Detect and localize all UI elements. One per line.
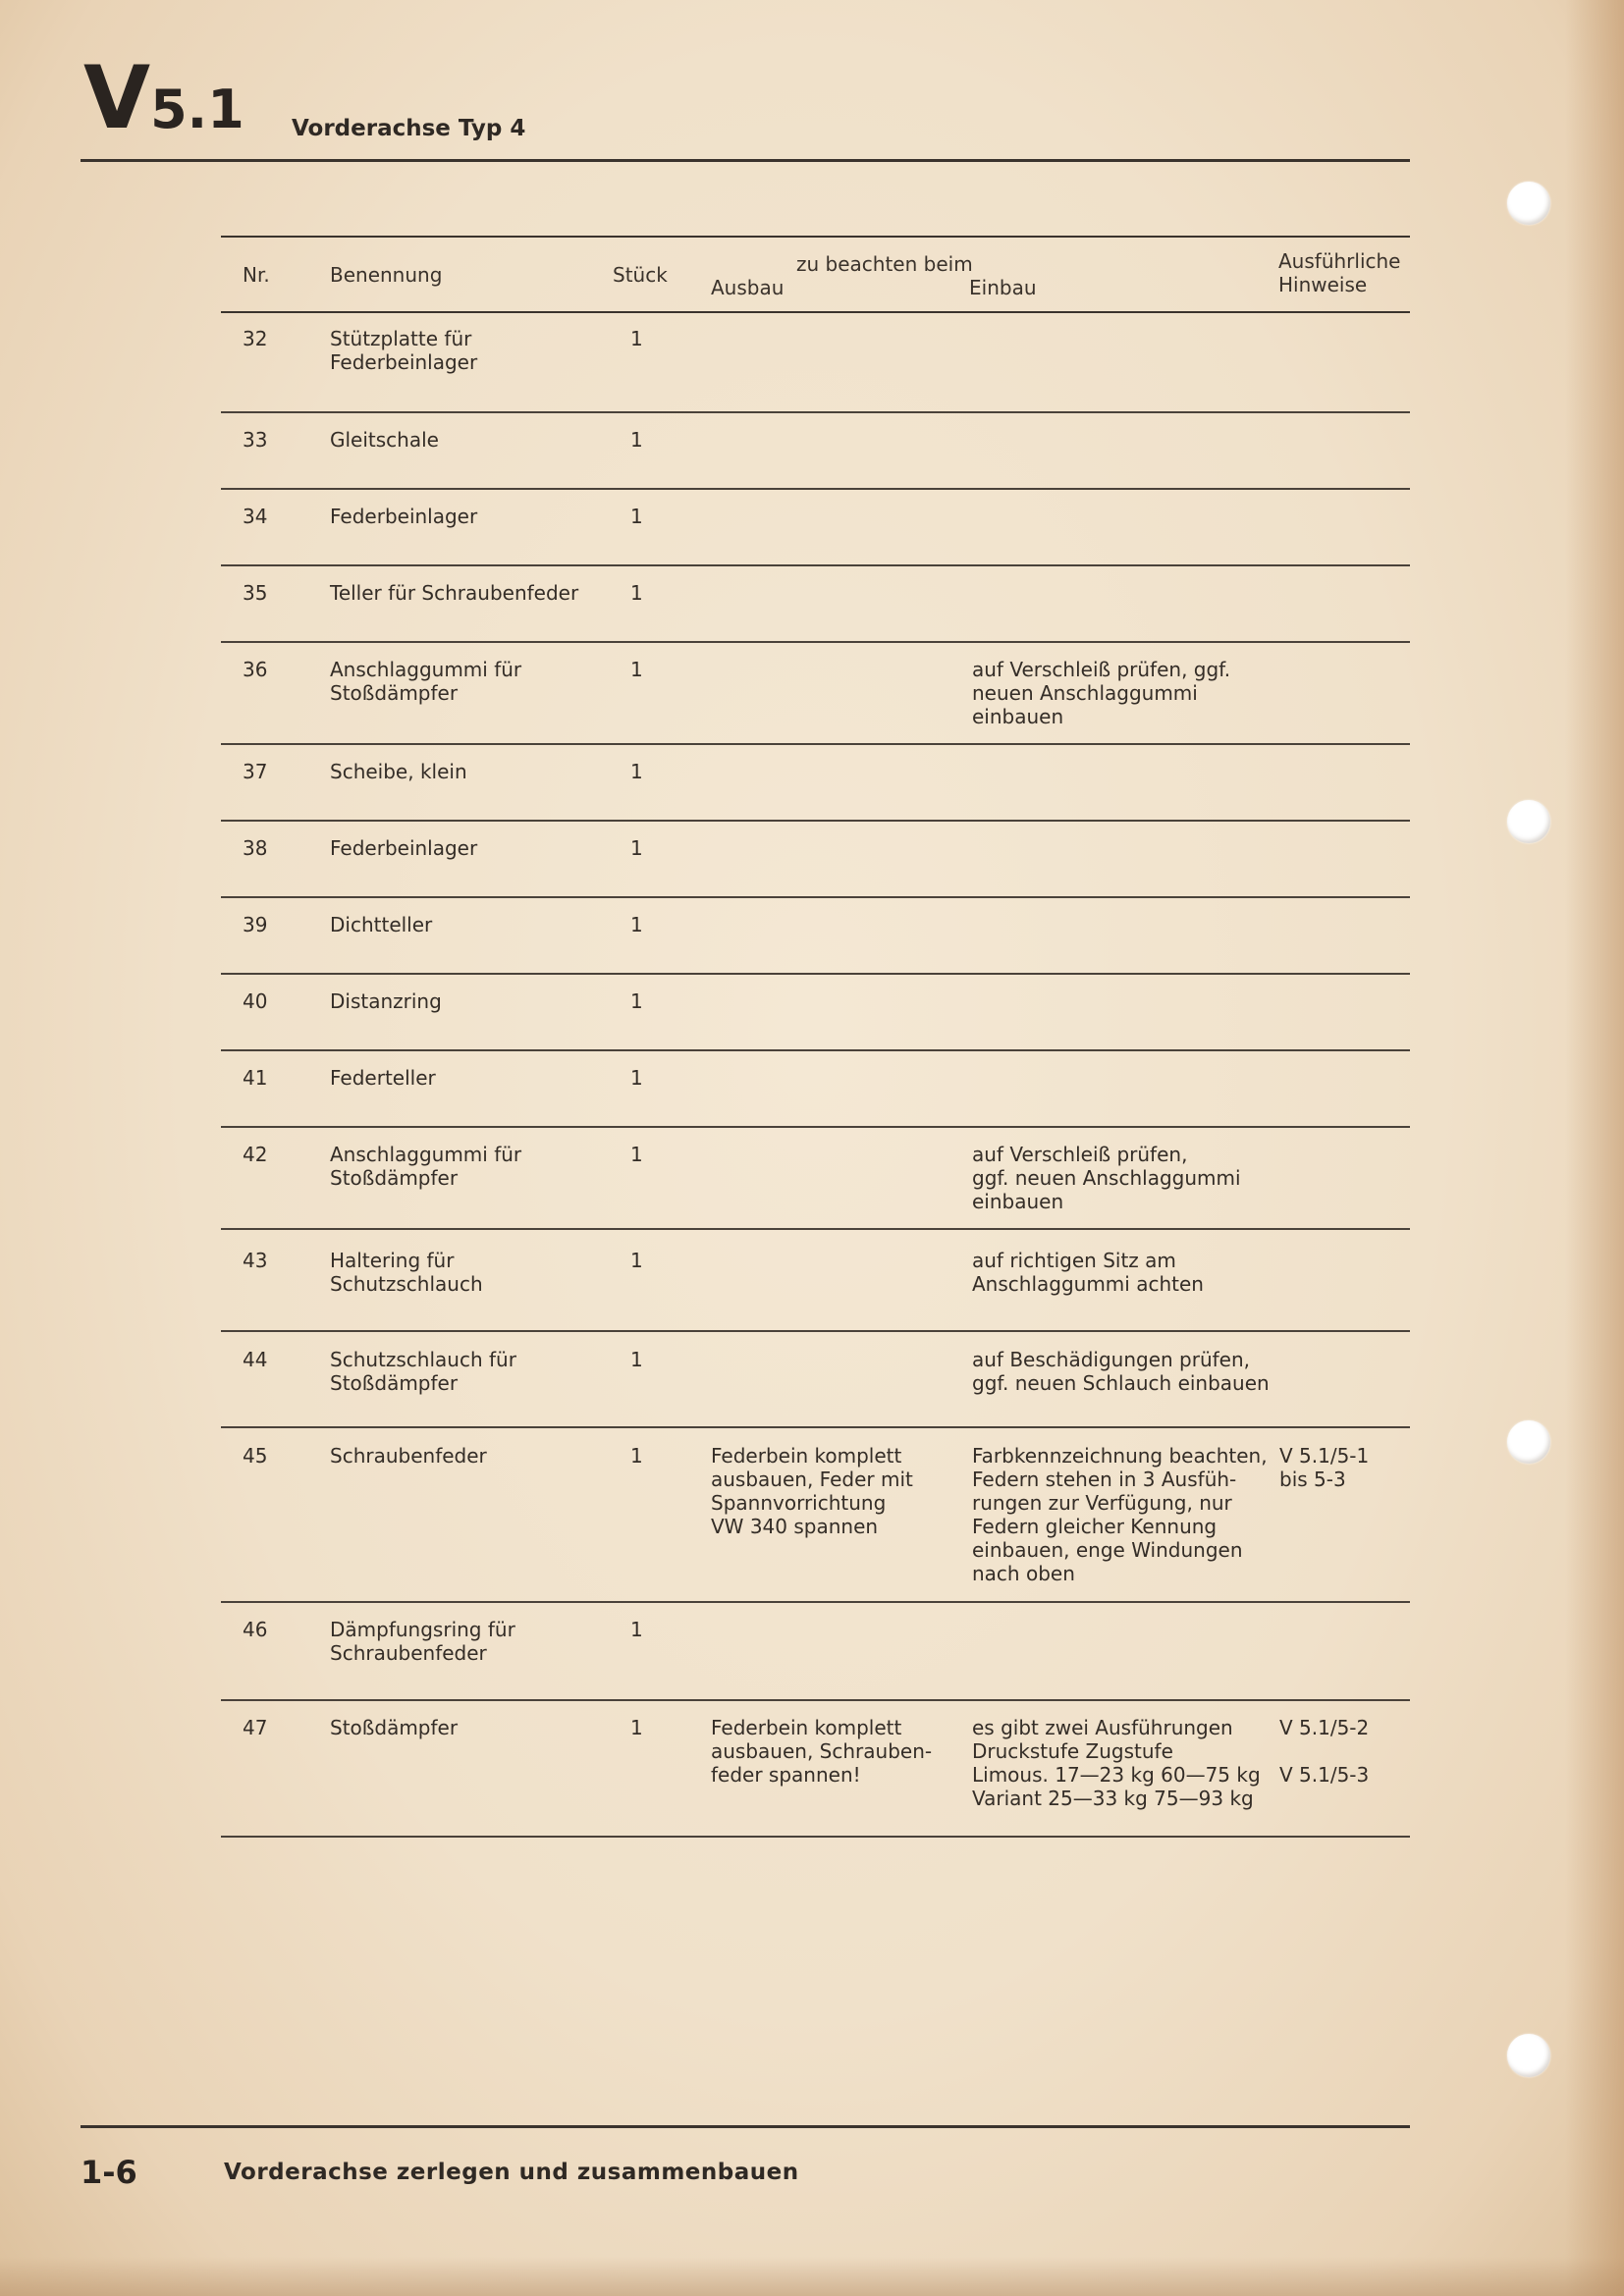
footer-rule <box>81 2125 1410 2128</box>
row-qty: 1 <box>630 505 643 528</box>
row-qty: 1 <box>630 581 643 605</box>
row-name: Haltering für Schutzschlauch <box>330 1249 483 1296</box>
row-einbau: Farbkennzeichnung beachten, Federn stehen in 3 Ausfüh- rungen zur Verfügung, nur Federn gleicher Kennung einbauen, enge Windungen nach oben <box>972 1444 1268 1585</box>
page-edge-shadow-bottom <box>0 2257 1624 2296</box>
row-nr: 43 <box>243 1249 268 1272</box>
row-qty: 1 <box>630 760 643 783</box>
row-einbau: es gibt zwei Ausführungen Druckstufe Zugstufe Limous. 17—23 kg 60—75 kg Variant 25—33 kg 75—93 kg <box>972 1716 1261 1810</box>
row-qty: 1 <box>630 428 643 452</box>
row-divider <box>221 1228 1410 1230</box>
row-nr: 36 <box>243 658 268 681</box>
row-divider <box>221 641 1410 643</box>
section-code <box>83 47 244 148</box>
row-qty: 1 <box>630 1618 643 1641</box>
row-divider <box>221 1126 1410 1128</box>
row-divider <box>221 1049 1410 1051</box>
row-hinweise: V 5.1/5-2 V 5.1/5-3 <box>1279 1716 1370 1787</box>
row-nr: 38 <box>243 836 268 860</box>
row-divider <box>221 411 1410 413</box>
section-code-number: 5.1 <box>150 79 244 140</box>
row-qty: 1 <box>630 1444 643 1468</box>
row-name: Anschlaggummi für Stoßdämpfer <box>330 1143 522 1190</box>
row-divider <box>221 1426 1410 1428</box>
col-header-group: zu beachten beim <box>796 252 973 276</box>
row-divider <box>221 1330 1410 1332</box>
col-header-ausbau: Ausbau <box>711 276 785 299</box>
page-number: 1-6 <box>81 2154 137 2191</box>
row-nr: 40 <box>243 989 268 1013</box>
row-ausbau: Federbein komplett ausbauen, Schrauben- feder spannen! <box>711 1716 933 1787</box>
row-nr: 32 <box>243 327 268 350</box>
table-header-top-rule <box>221 236 1410 238</box>
row-name: Stützplatte für Federbeinlager <box>330 327 478 374</box>
row-nr: 37 <box>243 760 268 783</box>
row-name: Stoßdämpfer <box>330 1716 459 1739</box>
row-einbau: auf Verschleiß prüfen, ggf. neuen Anschlaggummi einbauen <box>972 658 1231 728</box>
row-ausbau: Federbein komplett ausbauen, Feder mit Spannvorrichtung VW 340 spannen <box>711 1444 913 1538</box>
binder-hole-3 <box>1507 1420 1550 1464</box>
row-name: Federteller <box>330 1066 436 1090</box>
row-nr: 35 <box>243 581 268 605</box>
row-name: Schutzschlauch für Stoßdämpfer <box>330 1348 516 1395</box>
row-name: Distanzring <box>330 989 442 1013</box>
row-name: Scheibe, klein <box>330 760 467 783</box>
row-nr: 45 <box>243 1444 268 1468</box>
row-qty: 1 <box>630 658 643 681</box>
row-nr: 44 <box>243 1348 268 1371</box>
col-header-hinweise-line1: Ausführliche <box>1278 249 1401 273</box>
row-einbau: auf Beschädigungen prüfen, ggf. neuen Schlauch einbauen <box>972 1348 1270 1395</box>
row-name: Federbeinlager <box>330 505 478 528</box>
col-header-benennung: Benennung <box>330 263 443 287</box>
row-einbau: auf richtigen Sitz am Anschlaggummi achten <box>972 1249 1204 1296</box>
row-divider <box>221 820 1410 822</box>
row-qty: 1 <box>630 1348 643 1371</box>
row-qty: 1 <box>630 1249 643 1272</box>
row-nr: 39 <box>243 913 268 936</box>
table-header-bottom-rule <box>221 311 1410 313</box>
row-hinweise: V 5.1/5-1 bis 5-3 <box>1279 1444 1370 1491</box>
row-divider <box>221 973 1410 975</box>
row-qty: 1 <box>630 327 643 350</box>
row-qty: 1 <box>630 989 643 1013</box>
row-divider <box>221 488 1410 490</box>
row-qty: 1 <box>630 1143 643 1166</box>
col-header-stueck: Stück <box>613 263 668 287</box>
row-einbau: auf Verschleiß prüfen, ggf. neuen Anschlaggummi einbauen <box>972 1143 1241 1213</box>
row-nr: 41 <box>243 1066 268 1090</box>
row-nr: 47 <box>243 1716 268 1739</box>
col-header-nr: Nr. <box>243 263 270 287</box>
row-name: Anschlaggummi für Stoßdämpfer <box>330 658 522 705</box>
row-qty: 1 <box>630 913 643 936</box>
row-qty: 1 <box>630 1066 643 1090</box>
row-name: Teller für Schraubenfeder <box>330 581 579 605</box>
row-name: Dämpfungsring für Schraubenfeder <box>330 1618 515 1665</box>
page-title: Vorderachse Typ 4 <box>292 116 526 141</box>
row-divider <box>221 743 1410 745</box>
binder-hole-1 <box>1507 182 1550 225</box>
row-nr: 42 <box>243 1143 268 1166</box>
row-name: Gleitschale <box>330 428 439 452</box>
row-qty: 1 <box>630 1716 643 1739</box>
row-nr: 33 <box>243 428 268 452</box>
page-edge-shadow-right <box>1565 0 1624 2296</box>
row-name: Schraubenfeder <box>330 1444 487 1468</box>
row-divider <box>221 1699 1410 1701</box>
row-nr: 34 <box>243 505 268 528</box>
binder-hole-2 <box>1507 800 1550 843</box>
row-name: Dichtteller <box>330 913 433 936</box>
col-header-hinweise-line2: Hinweise <box>1278 273 1368 296</box>
row-name: Federbeinlager <box>330 836 478 860</box>
row-qty: 1 <box>630 836 643 860</box>
row-divider <box>221 896 1410 898</box>
row-divider <box>221 564 1410 566</box>
header-rule <box>81 159 1410 162</box>
row-nr: 46 <box>243 1618 268 1641</box>
row-divider <box>221 1601 1410 1603</box>
col-header-einbau: Einbau <box>969 276 1037 299</box>
section-code-letter: V <box>83 47 149 148</box>
footer-title: Vorderachse zerlegen und zusammenbauen <box>224 2160 799 2185</box>
row-divider <box>221 1836 1410 1838</box>
binder-hole-4 <box>1507 2034 1550 2077</box>
